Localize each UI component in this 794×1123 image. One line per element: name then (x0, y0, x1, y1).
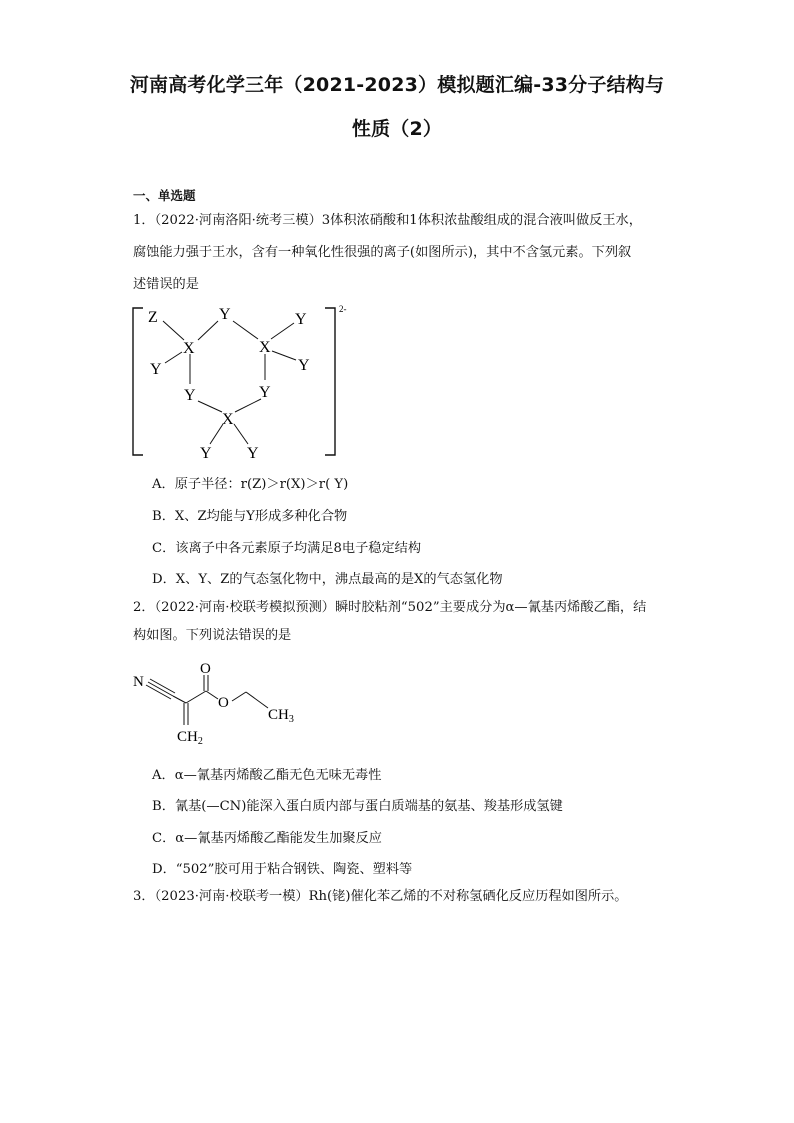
atom-Y-left: Y (150, 361, 162, 378)
q2-option-d: D．“502”胶可用于粘合钢铁、陶瓷、塑料等 (152, 862, 413, 877)
q3-stem-line1: 3．（2023·河南·校联考一模）Rh(铑)催化苯乙烯的不对称氢硒化反应历程如图所示。 (133, 889, 628, 904)
atom-Y-top: Y (219, 306, 231, 323)
q1-option-d: D．X、Y、Z的气态氢化物中，沸点最高的是X的气态氢化物 (152, 572, 503, 587)
group-CH3: CH (268, 707, 289, 723)
q2-option-b: B．氰基(—CN)能深入蛋白质内部与蛋白质端基的氨基、羧基形成氢键 (152, 799, 563, 814)
group-CH2: CH (177, 729, 198, 745)
atom-O-carbonyl: O (200, 661, 211, 677)
q1-stem-line2: 腐蚀能力强于王水，含有一种氧化性很强的离子(如图所示)，其中不含氢元素。下列叙 (133, 245, 632, 260)
ion-charge: 2- (339, 304, 347, 314)
atom-Y-topright: Y (295, 311, 307, 328)
q2-molecule-structure (128, 655, 308, 750)
q2-stem-line1: 2．（2022·河南·校联考模拟预测）瞬时胶粘剂“502”主要成分为α—氰基丙烯酸乙酯，结 (133, 600, 647, 615)
page-title-line2: 性质（2） (351, 118, 443, 140)
q1-ion-structure-diagram (125, 300, 355, 465)
page-title-line1: 河南高考化学三年（2021-2023）模拟题汇编-33分子结构与 (129, 74, 665, 96)
q1-stem-line1: 1．（2022·河南洛阳·统考三模）3体积浓硝酸和1体积浓盐酸组成的混合液叫做反王水， (133, 213, 642, 228)
q1-stem-line3: 述错误的是 (133, 277, 199, 292)
group-CH2-subscript: 2 (197, 736, 203, 747)
atom-Y-midright: Y (259, 384, 271, 401)
atom-Y-bottomright: Y (247, 445, 259, 462)
atom-O-ester: O (218, 695, 229, 711)
q1-option-a: A．原子半径：r(Z)＞r(X)＞r( Y) (152, 477, 349, 492)
atom-Y-bottomleft: Y (200, 445, 212, 462)
atom-X-right: X (259, 339, 271, 356)
q2-option-c: C．α—氰基丙烯酸乙酯能发生加聚反应 (152, 831, 382, 846)
svg-text:CH3 (268, 707, 294, 725)
q1-option-b: B．X、Z均能与Y形成多种化合物 (152, 509, 348, 524)
atom-Y-midleft: Y (184, 387, 196, 404)
svg-text:CH2 (177, 729, 203, 747)
q2-stem-line2: 构如图。下列说法错误的是 (133, 628, 292, 643)
section-heading: 一、单选题 (133, 188, 196, 203)
atom-N: N (133, 674, 144, 690)
atom-Y-right: Y (298, 357, 310, 374)
atom-X-bottom: X (222, 411, 234, 428)
group-CH3-subscript: 3 (288, 714, 294, 725)
q2-option-a: A．α—氰基丙烯酸乙酯无色无味无毒性 (152, 768, 382, 783)
atom-X-left: X (183, 340, 195, 357)
atom-Z: Z (148, 309, 158, 326)
q1-option-c: C．该离子中各元素原子均满足8电子稳定结构 (152, 541, 422, 556)
